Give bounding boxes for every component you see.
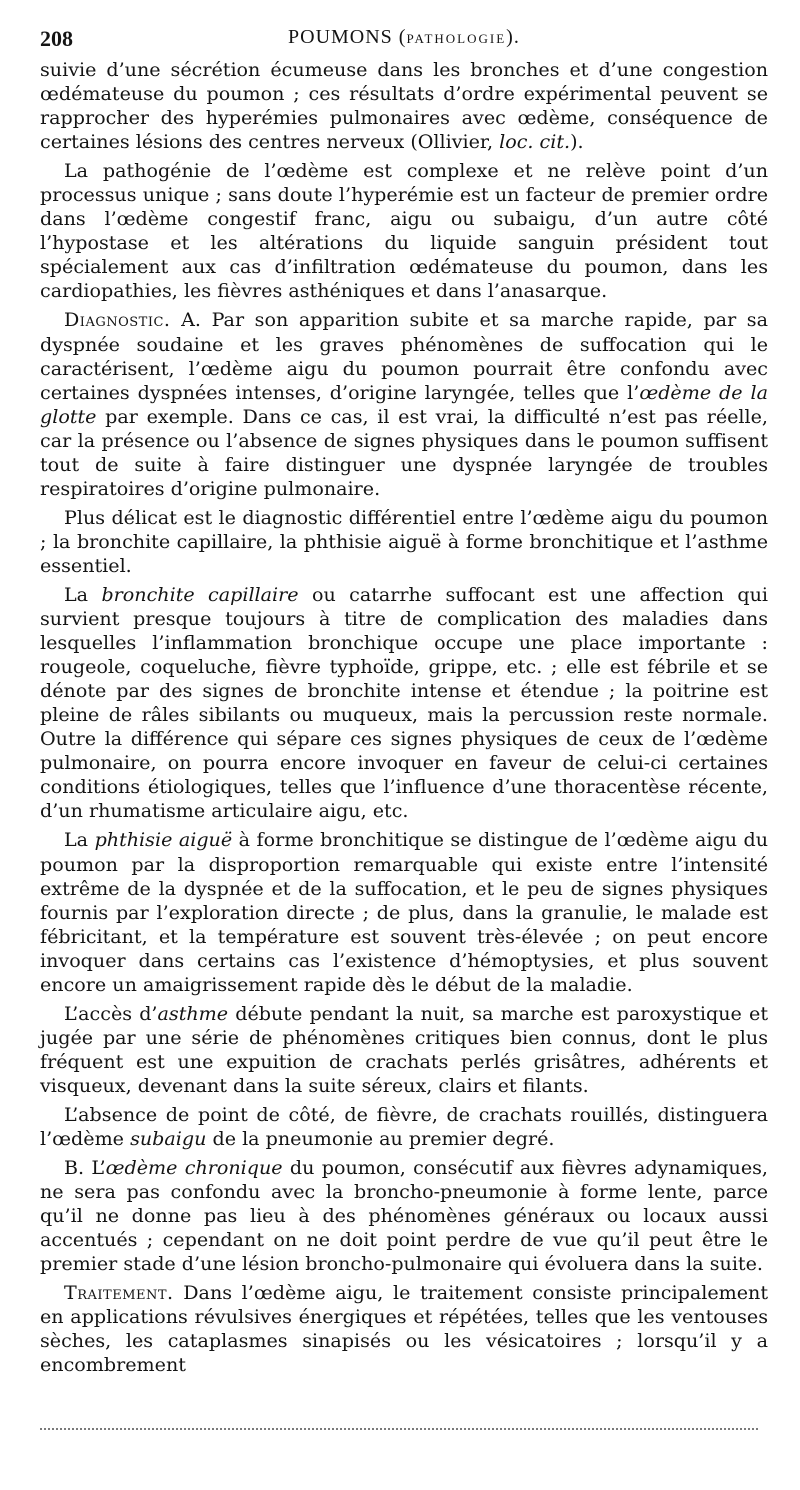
text-run: Dans l’œdème aigu, le traitement consiste principalement en applications révulsives énergiques et répétées, telles que les ventouses sèches, les cataplasmes sinapisés ou les vésicatoires ; lorsqu’il y a encombrement [40, 1281, 768, 1377]
running-title-small-caps: PATHOLOGIE [406, 31, 507, 46]
page [40, 26, 768, 1377]
text-run: La [64, 582, 102, 606]
paragraph [40, 583, 768, 823]
italic-text: subaigu [130, 1127, 207, 1151]
italic-text: bronchite capillaire [101, 582, 299, 606]
paragraph [40, 1002, 768, 1098]
paragraph [40, 1281, 768, 1377]
small-caps-heading: Diagnostic. [64, 308, 171, 332]
italic-text: œdème de la glotte [40, 380, 768, 428]
paragraph [40, 828, 768, 996]
italic-text: œdème chronique [105, 1156, 283, 1180]
running-title [288, 26, 520, 49]
text-run: La [64, 828, 95, 852]
text-run: Plus délicat est le diagnostic différentiel entre l’œdème aigu du poumon ; la bronchite capillaire, la phthisie aiguë à forme bronchitique et l’asthme essentiel. [40, 505, 768, 577]
running-title-end: ). [506, 26, 520, 48]
paragraph [40, 58, 768, 154]
bottom-dotted-rule [40, 1428, 758, 1430]
paragraph [40, 1156, 768, 1276]
page-number: 208 [40, 26, 73, 51]
italic-text: asthme [157, 1001, 229, 1025]
text-run: à forme bronchitique se distingue de l’œdème aigu du poumon par la disproportion remarquable qui existe entre l’intensité extrême de la dyspnée et de la suffocation, et le peu de signes physiques fournis par l’exploration directe ; de plus, dans la granulie, le malade est fébricitant, et la température est souvent très-élevée ; on peut encore invoquer dans certains cas l’existence d’hémoptysies, et plus souvent encore un amaigrissement rapide dès le début de la maladie. [40, 828, 769, 996]
text-run: A. Par son apparition subite et sa marche rapide, par sa dyspnée soudaine et les graves phénomènes de suffocation qui le caractérisent, l’œdème aigu du poumon pourrait être confondu avec certaines dyspnées intenses, d’origine laryngée, telles que l’ [40, 308, 768, 404]
italic-text: loc. cit. [499, 130, 571, 154]
text-run: suivie d’une sécrétion écumeuse dans les bronches et d’une congestion œdémateuse du poumon ; ces résultats d’ordre expérimental peuvent se rapprocher des hyperémies pulmonaires avec œdème, conséquence de certaines lésions des centres nerveux (Ollivier, [40, 58, 768, 154]
paragraph [40, 1103, 768, 1151]
italic-text: phthisie aiguë [94, 828, 233, 852]
text-run: par exemple. Dans ce cas, il est vrai, la difficulté n’est pas réelle, car la présence ou l’absence de signes physiques dans le poumon suffisent tout de suite à faire distinguer une dyspnée laryngée de troubles respiratoires d’origine pulmonaire. [40, 404, 768, 500]
paragraph [40, 308, 768, 500]
text-run: de la pneumonie au premier degré. [206, 1127, 555, 1151]
text-run: ). [570, 130, 584, 154]
text-run: B. L’ [64, 1156, 106, 1180]
paragraph [40, 506, 768, 578]
text-run: du poumon, consécutif aux fièvres adynamiques, ne sera pas confondu avec la broncho-pneumonie à forme lente, parce qu’il ne donne pas lieu à des phénomènes généraux ou locaux aussi accentués ; cependant on ne doit point perdre de vue qu’il peut être le premier stade d’une lésion broncho-pulmonaire qui évoluera dans la suite. [40, 1156, 768, 1276]
page-header [40, 26, 768, 58]
text-run: L’accès d’ [64, 1001, 158, 1025]
text-run: ou catarrhe suffocant est une affection qui survient presque toujours à titre de complication des maladies dans lesquelles l’inflammation bronchique occupe une place importante : rougeole, coqueluche, fièvre typhoïde, grippe, etc. ; elle est fébrile et se dénote par des signes de bronchite intense et étendue ; la poitrine est pleine de râles sibilants ou muqueux, mais la percussion reste normale. Outre la différence qui sépare ces signes physiques de ceux de l’œdème pulmonaire, on pourra encore invoquer en faveur de celui-ci certaines conditions étiologiques, telles que l’influence d’une thoracentèse récente, d’un rhumatisme articulaire aigu, etc. [40, 582, 768, 823]
text-run: débute pendant la nuit, sa marche est paroxystique et jugée par une série de phénomènes critiques bien connus, dont le plus fréquent est une expuition de crachats perlés grisâtres, adhérents et visqueux, devenant dans la suite séreux, clairs et filants. [40, 1001, 769, 1097]
text-run: La pathogénie de l’œdème est complexe et ne relève point d’un processus unique ; sans doute l’hyperémie est un facteur de premier ordre dans l’œdème congestif franc, aigu ou subaigu, d’un autre côté l’hypostase et les altérations du liquide sanguin président tout spécialement aux cas d’infiltration œdémateuse du poumon, dans les cardiopathies, les fièvres asthéniques et dans l’anasarque. [40, 159, 768, 303]
text-run: L’absence de point de côté, de fièvre, de crachats rouillés, distinguera l’œdème [40, 1102, 768, 1151]
body-text [40, 58, 768, 1377]
small-caps-heading: Traitement. [64, 1281, 174, 1305]
paragraph [40, 159, 768, 303]
running-title-main: POUMONS ( [288, 26, 407, 48]
